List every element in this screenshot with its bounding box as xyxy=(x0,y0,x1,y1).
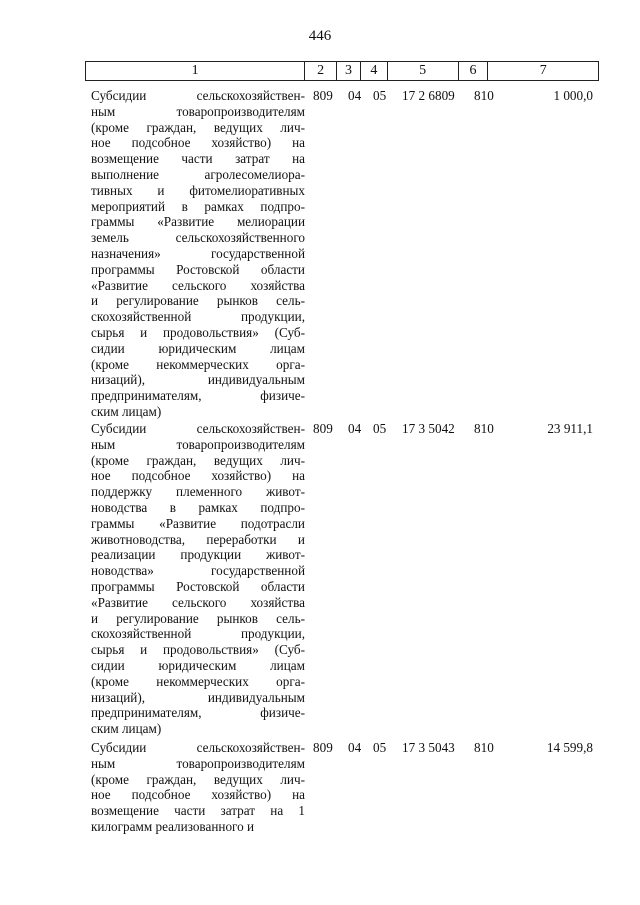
cell-amount: 23 911,1 xyxy=(547,421,593,436)
description-line: (кроме граждан, ведущих лич- xyxy=(91,771,305,787)
cell-ministry-code: 809 xyxy=(313,88,333,103)
description-line: земель сельскохозяйственного xyxy=(91,230,305,246)
description-line: низаций), индивидуальным xyxy=(91,372,305,388)
cell-target-article: 17 3 5043 xyxy=(402,740,455,755)
description-line: сырья и продовольствия» (Суб- xyxy=(91,642,305,658)
description-line: тивных и фитомелиоративных xyxy=(91,182,305,198)
description-line: ным товаропроизводителям xyxy=(91,436,305,452)
description-line: программы Ростовской области xyxy=(91,578,305,594)
row-description xyxy=(91,88,305,420)
description-line: сырья и продовольствия» (Суб- xyxy=(91,324,305,340)
description-line: предпринимателям, физиче- xyxy=(91,388,305,404)
cell-section: 04 xyxy=(348,421,362,436)
header-col-1: 1 xyxy=(86,62,305,80)
description-line: скохозяйственной продукции, xyxy=(91,626,305,642)
header-col-3: 3 xyxy=(337,62,361,80)
cell-ministry-code: 809 xyxy=(313,740,333,755)
header-col-2: 2 xyxy=(305,62,337,80)
description-line: поддержку племенного живот- xyxy=(91,484,305,500)
cell-section: 04 xyxy=(348,88,362,103)
description-line: ским лицам) xyxy=(91,721,162,737)
description-line: новодства в рамках подпро- xyxy=(91,499,305,515)
cell-section: 04 xyxy=(348,740,362,755)
description-line: возмещение части затрат на xyxy=(91,151,305,167)
description-line: мероприятий в рамках подпро- xyxy=(91,198,305,214)
cell-expense-type: 810 xyxy=(474,740,494,755)
description-line: «Развитие сельского хозяйства xyxy=(91,277,305,293)
description-line: предпринимателям, физиче- xyxy=(91,705,305,721)
description-line: сидии юридическим лицам xyxy=(91,340,305,356)
description-line: ным товаропроизводителям xyxy=(91,755,305,771)
description-line: «Развитие сельского хозяйства xyxy=(91,594,305,610)
cell-expense-type: 810 xyxy=(474,88,494,103)
page-number: 446 xyxy=(308,28,332,44)
description-line: (кроме граждан, ведущих лич- xyxy=(91,119,305,135)
table-header xyxy=(85,61,599,81)
cell-ministry-code: 809 xyxy=(313,421,333,436)
description-line: выполнение агролесомелиора- xyxy=(91,166,305,182)
description-line: ским лицам) xyxy=(91,403,162,419)
description-line: Субсидии сельскохозяйствен- xyxy=(91,88,305,103)
header-col-5: 5 xyxy=(388,62,459,80)
description-line: низаций), индивидуальным xyxy=(91,689,305,705)
header-col-6: 6 xyxy=(459,62,489,80)
cell-target-article: 17 3 5042 xyxy=(402,421,455,436)
cell-amount: 1 000,0 xyxy=(553,88,593,103)
header-col-4: 4 xyxy=(361,62,388,80)
description-line: граммы «Развитие подотрасли xyxy=(91,515,305,531)
header-col-7: 7 xyxy=(539,63,547,78)
cell-target-article: 17 2 6809 xyxy=(402,88,455,103)
description-line: скохозяйственной продукции, xyxy=(91,309,305,325)
description-line: и регулирование рынков сель- xyxy=(91,610,305,626)
description-line: Субсидии сельскохозяйствен- xyxy=(91,740,305,755)
row-description xyxy=(91,740,305,835)
cell-subsection: 05 xyxy=(373,740,387,755)
description-line: сидии юридическим лицам xyxy=(91,657,305,673)
cell-subsection: 05 xyxy=(373,88,387,103)
description-line: ное подсобное хозяйство) на xyxy=(91,468,305,484)
description-line: (кроме некоммерческих орга- xyxy=(91,673,305,689)
description-line: программы Ростовской области xyxy=(91,261,305,277)
description-line: килограмм реализованного и xyxy=(91,818,255,834)
description-line: животноводства, переработки и xyxy=(91,531,305,547)
description-line: реализации продукции живот- xyxy=(91,547,305,563)
cell-amount: 14 599,8 xyxy=(546,740,593,755)
description-line: новодства» государственной xyxy=(91,563,305,579)
description-line: (кроме некоммерческих орга- xyxy=(91,356,305,372)
description-line: назначения» государственной xyxy=(91,245,305,261)
description-line: (кроме граждан, ведущих лич- xyxy=(91,452,305,468)
row-description xyxy=(91,421,305,737)
description-line: ное подсобное хозяйство) на xyxy=(91,787,305,803)
description-line: Субсидии сельскохозяйствен- xyxy=(91,421,305,436)
description-line: и регулирование рынков сель- xyxy=(91,293,305,309)
description-line: ное подсобное хозяйство) на xyxy=(91,135,305,151)
description-line: ным товаропроизводителям xyxy=(91,103,305,119)
description-line: возмещение части затрат на 1 xyxy=(91,803,305,819)
cell-subsection: 05 xyxy=(373,421,387,436)
description-line: граммы «Развитие мелиорации xyxy=(91,214,305,230)
cell-expense-type: 810 xyxy=(474,421,494,436)
